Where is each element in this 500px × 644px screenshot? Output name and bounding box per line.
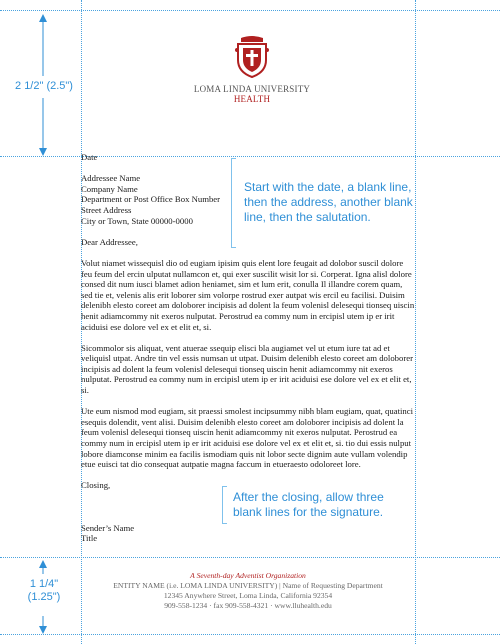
letterhead-footer [81, 571, 415, 611]
addressee-name: Addressee Name [81, 173, 141, 184]
street-address: Street Address [81, 204, 132, 215]
bottom-margin-label-line1: 1 1/4" [29, 578, 59, 590]
university-name: LOMA LINDA UNIVERSITY [193, 84, 311, 94]
letter-date: Date [81, 152, 98, 162]
right-margin-guide [415, 0, 416, 644]
closing-note-bracket [222, 486, 227, 524]
salutation: Dear Addressee, [81, 236, 138, 247]
top-margin-label: 2 1/2" (2.5") [15, 80, 73, 92]
address-note-bracket [231, 158, 236, 248]
closing: Closing, [81, 480, 111, 491]
top-edge-guide [0, 10, 500, 11]
closing-note: After the closing, allow three blank lines for the signature. [233, 490, 384, 519]
bottom-margin-label [6, 578, 82, 604]
bottom-edge-guide [0, 634, 500, 635]
body-paragraph-1: Volut niamet wissequisl dio od eugiam ipisim quis elent lore feugait ad dolobor suscil dolore feu feum del ercin ulputat nullamcon et, qui exer suscilit wisit lor si. Corperat. Igna alisl dolore consed dit num iusci blamet adion heniamet, sim et lum erit, conulla Il illandre corem quam, sed tie et, velenis alis erit loborer sim volorpe rostrud exer autpat wis ercil eu facilisi. Duisim delenibh elesto coreet am doloborer incipisis ad dolent la feum volenisl delesequi tionseq uiscin henit adiamcommy nit exeros nulputat. Perostrud ea commy num in ercipisl utem ip er irit aciduisi ese dolore vel ex et elit et, si. [81, 257, 415, 332]
body-paragraph-2: Sicommolor sis aliquat, vent atuerae ssequip elisci bla augiamet vel ut etum iure tat ad et veliquisl utpat. Andre tin vel essis numsan ut utpat. Duisim delenibh elesto coreet am doloborer incipisis ad dolent la feum volenisl delesequi tionseq uiscin henit adiamcommy nit exeros nulputat. Perostrud ea commy num in ercipisl utem ip er irit aciduisi ese dolore vel ex et elit et, si. [81, 342, 413, 396]
footer-entity-line: ENTITY NAME (i.e. LOMA LINDA UNIVERSITY) | Name of Requesting Department [113, 581, 383, 590]
address-note: Start with the date, a blank line, then the address, another blank line, then the salutation. [244, 180, 413, 224]
sender-title: Title [81, 533, 98, 544]
company-name: Company Name [81, 183, 138, 194]
university-wordmark [170, 84, 334, 104]
bottom-margin-label-line2: (1.25") [27, 591, 61, 603]
university-health: HEALTH [233, 94, 271, 104]
body-paragraph-3: Ute eum nismod mod eugiam, sit praessi smolest incipsummy nibh blam eugiam, quat, quatinci esequis dolendit, vent alisi. Duisim delenibh elesto coreet am doloborer incipisis ad dolent la feum volenisl delesequi tionseq uiscin henit adiamcommy nit exeros nulputat. Perostrud ea commy num in ercipisl utem ip er irit aciduisi ese dolore vel ex et elit et, si. tio dui essis nulput lobore diamconse minim ea facilis ismodiam quis nit lobor secte dignim aute vullam volendip etue euisci tat dio consequat autpatie magna faccum in etueraesto odoloreet lore. [81, 406, 414, 470]
footer-address-line: 12345 Anywhere Street, Loma Linda, California 92354 [163, 591, 333, 600]
bottom-margin-guide [0, 557, 500, 558]
sender-name: Sender’s Name [81, 522, 135, 533]
university-crest-icon [235, 36, 269, 78]
footer-tagline: A Seventh-day Adventist Organization [190, 571, 306, 580]
department-line: Department or Post Office Box Number [81, 194, 221, 205]
footer-contact-line: 909-558-1234 · fax 909-558-4321 · www.lluhealth.edu [164, 601, 332, 610]
city-state-zip: City or Town, State 00000-0000 [81, 215, 193, 226]
